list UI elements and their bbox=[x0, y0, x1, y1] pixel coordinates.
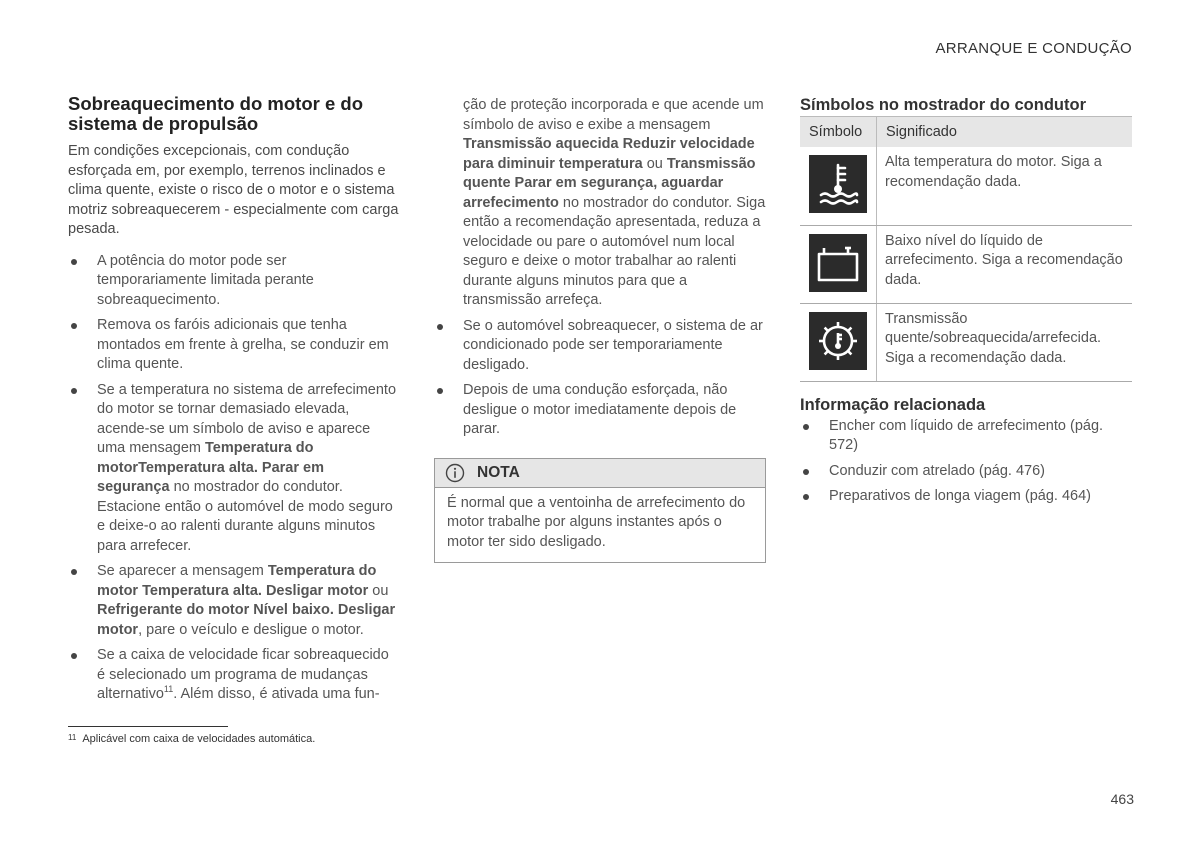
continued-list bbox=[434, 96, 766, 440]
related-link[interactable]: Conduzir com atrelado (pág. 476) bbox=[800, 462, 1132, 482]
related-link[interactable]: Preparativos de longa viagem (pág. 464) bbox=[800, 487, 1132, 507]
message-text: Refrigerante do motor Nível baixo. Desligar motor bbox=[97, 602, 396, 638]
footnote-text: Aplicável com caixa de velocidades automática. bbox=[82, 733, 316, 745]
section-title: Sobreaquecimento do motor e do sistema de propulsão bbox=[68, 93, 363, 134]
table-cell-meaning: Transmissão quente/sobreaquecida/arrefecida. Siga a recomendação dada. bbox=[877, 303, 1133, 381]
note-box bbox=[434, 458, 766, 564]
overheat-bullet-list bbox=[68, 252, 400, 705]
footnote-ref: 11 bbox=[163, 684, 174, 695]
list-item-continued: ção de proteção incorporada e que acende um símbolo de aviso e exibe a mensagem Transmissão aquecida Reduzir velocidade para diminuir temperatura ou Transmissão quente Parar em segurança, aguardar arrefecimento no mostrador do condutor. Siga então a recomendação apresentada, reduza a velocidade ou pare o automóvel num local seguro e deixe o motor trabalhar ao ralenti durante alguns minutos para que a transmissão arrefeça. bbox=[463, 97, 766, 308]
table-row bbox=[800, 225, 1132, 303]
list-item: A potência do motor pode ser temporariamente limitada perante sobreaquecimento. bbox=[68, 252, 400, 311]
related-info bbox=[800, 396, 1132, 507]
message-text: Transmissão quente Parar em segurança, aguardar arrefecimento bbox=[463, 155, 756, 211]
table-cell-meaning: Baixo nível do líquido de arrefecimento. Siga a recomendação dada. bbox=[877, 225, 1133, 303]
list-item: Se a caixa de velocidade ficar sobreaquecido é selecionado um programa de mudanças alternativo$^{11}$. Além disso, é ativada uma fun- bbox=[68, 646, 400, 705]
column-3 bbox=[800, 96, 1132, 507]
table-cell-meaning: Alta temperatura do motor. Siga a recomendação dada. bbox=[877, 147, 1133, 225]
note-text: É normal que a ventoinha de arrefecimento do motor trabalhe por alguns instantes após o motor ter sido desligado. bbox=[447, 494, 746, 550]
related-title: Informação relacionada bbox=[800, 395, 986, 414]
table-header-meaning: Significado bbox=[877, 117, 1133, 148]
table-row bbox=[800, 147, 1132, 225]
intro-paragraph: Em condições excepcionais, com condução esforçada em, por exemplo, terrenos inclinados e clima quente, existe o risco de o motor e o sistema motriz sobreaquecerem - especialmente com carga pesada. bbox=[68, 143, 399, 237]
list-item: Se aparecer a mensagem Temperatura do motor Temperatura alta. Desligar motor ou Refrigerante do motor Nível baixo. Desligar motor, pare o veículo e desligue o motor. bbox=[68, 562, 400, 640]
footnote-divider bbox=[68, 726, 228, 727]
list-item: Remova os faróis adicionais que tenha montados em frente à grelha, se conduzir em clima quente. bbox=[68, 316, 400, 375]
note-title: NOTA bbox=[477, 463, 520, 481]
transmission-temperature-icon bbox=[809, 312, 867, 370]
footnote-number: 11 bbox=[68, 733, 77, 742]
coolant-level-icon bbox=[809, 234, 867, 292]
list-item: Se o automóvel sobreaquecer, o sistema de ar condicionado pode ser temporariamente desligado. bbox=[434, 317, 766, 376]
related-list bbox=[800, 417, 1132, 507]
page-number: 463 bbox=[1110, 791, 1134, 807]
column-1 bbox=[68, 94, 400, 705]
engine-temperature-icon bbox=[809, 155, 867, 213]
info-icon bbox=[445, 463, 465, 483]
message-text: Transmissão aquecida Reduzir velocidade para diminuir temperatura bbox=[463, 136, 755, 172]
list-item: Depois de uma condução esforçada, não desligue o motor imediatamente depois de parar. bbox=[434, 381, 766, 440]
table-header-symbol: Símbolo bbox=[800, 117, 877, 148]
table-row bbox=[800, 303, 1132, 381]
message-text: Temperatura do motorTemperatura alta. Parar em segurança bbox=[97, 440, 324, 495]
footnote bbox=[68, 733, 315, 745]
symbols-title: Símbolos no mostrador do condutor bbox=[800, 96, 1086, 114]
section-header: ARRANQUE E CONDUÇÃO bbox=[935, 40, 1132, 57]
note-header bbox=[435, 459, 765, 488]
message-text: Temperatura do motor Temperatura alta. Desligar motor bbox=[97, 563, 377, 599]
column-2 bbox=[434, 96, 766, 563]
list-item: Se a temperatura no sistema de arrefecimento do motor se tornar demasiado elevada, acende-se um símbolo de aviso e aparece uma mensagem Temperatura do motorTemperatura alta. Parar em segurança no mostrador do condutor. Estacione então o automóvel de modo seguro e deixe-o ao ralenti durante alguns minutos para arrefecer. bbox=[68, 381, 400, 557]
symbols-table bbox=[800, 116, 1132, 382]
related-link[interactable]: Encher com líquido de arrefecimento (pág. 572) bbox=[800, 417, 1132, 456]
